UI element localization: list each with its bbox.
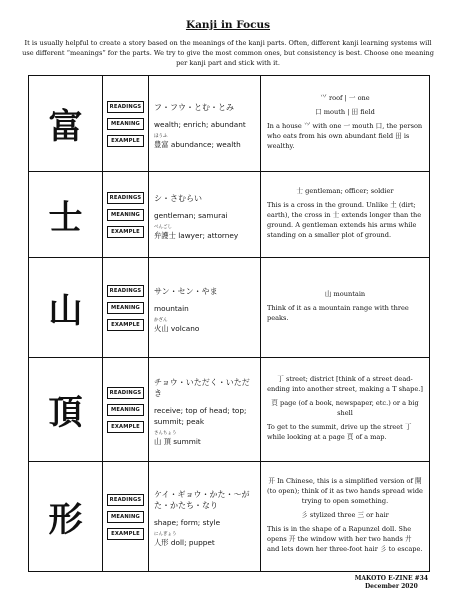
label-column	[103, 462, 149, 572]
readings-cell	[149, 358, 261, 462]
readings-cell	[149, 258, 261, 358]
example-text: 山 頂 summit	[154, 436, 201, 446]
meaning-label: MEANING	[107, 118, 144, 130]
label-column	[103, 76, 149, 172]
example-furigana: ほうふ	[154, 133, 168, 139]
meaning-text: mountain	[154, 303, 189, 313]
readings-label: READINGS	[107, 192, 144, 204]
meaning-text: wealth; enrich; abundant	[154, 119, 246, 129]
mnemonic-cell	[261, 172, 430, 258]
readings-label: READINGS	[107, 387, 144, 399]
note-line: To get to the summit, drive up the street 丁 while looking at a page 頁 of a map.	[267, 422, 412, 441]
intro-paragraph: It is usually helpful to create a story based on the meanings of the kanji parts. Often, different kanji learning systems will use different “meanings” for the parts. We try to give the most common ones, but consistency is best. Choose one meaning per kanji part and stick with it.	[22, 39, 434, 67]
note-line: 彡 stylized three 三 or hair	[301, 510, 389, 519]
example-text: 弁護士 lawyer; attorney	[154, 230, 239, 240]
meaning-label: MEANING	[107, 302, 144, 314]
label-column	[103, 172, 149, 258]
note-line: This is in the shape of a Rapunzel doll. She opens 开 the window with her two hands 廾 and lets down her three-foot hair 彡 to escape.	[267, 524, 423, 553]
kanji-row	[29, 462, 430, 572]
example-text: 人形 doll; puppet	[154, 538, 215, 547]
example-text: 火山 volcano	[154, 323, 200, 333]
example-label: EXAMPLE	[107, 528, 144, 540]
label-column	[103, 258, 149, 358]
kanji-character: 士	[29, 172, 103, 258]
example-label: EXAMPLE	[107, 226, 144, 238]
kanji-row	[29, 172, 430, 258]
note-line: 口 mouth | 田 field	[315, 107, 375, 116]
example-label: EXAMPLE	[107, 135, 144, 147]
readings-text: チョウ・いただく・いただき	[154, 377, 250, 398]
mnemonic-cell	[261, 258, 430, 358]
note-line: ⺍ roof | 一 one	[320, 93, 370, 102]
example-furigana: にんぎょう	[154, 532, 177, 537]
meaning-label: MEANING	[107, 209, 144, 221]
footer-issue: MAKOTO E-ZINE #34	[354, 575, 428, 582]
mnemonic-cell	[261, 358, 430, 462]
readings-text: フ・フウ・とむ・とみ	[154, 102, 234, 112]
kanji-character: 形	[29, 462, 103, 572]
footer	[355, 575, 428, 591]
kanji-character: 富	[29, 76, 103, 172]
note-line: 山 mountain	[324, 289, 366, 298]
readings-text: ケイ・ギョウ・かた・〜がた・かたち・なり	[154, 490, 250, 510]
label-column	[103, 358, 149, 462]
readings-text: サン・セン・やま	[154, 286, 218, 296]
kanji-character: 頂	[29, 358, 103, 462]
note-line: 丁 street; district [think of a street dead-ending into another street, making a T shape.]	[267, 374, 423, 393]
meaning-text: shape; form; style	[154, 518, 221, 527]
note-line: This is a cross in the ground. Unlike 土 (dirt; earth), the cross in 士 extends longer than the ground. A gentleman extends his arms while standing on a smaller plot of ground.	[267, 200, 422, 239]
example-label: EXAMPLE	[107, 421, 144, 433]
readings-text: シ・さむらい	[154, 193, 202, 203]
readings-label: READINGS	[107, 494, 144, 506]
example-text: 豊富 abundance; wealth	[154, 139, 241, 149]
readings-cell	[149, 172, 261, 258]
readings-cell	[149, 462, 261, 572]
note-line: In a house ⺍ with one 一 mouth 口, the person who eats from his own abundant field 田 is wealthy.	[267, 121, 423, 150]
kanji-row	[29, 358, 430, 462]
page-title: Kanji in Focus	[185, 19, 271, 31]
kanji-row	[29, 76, 430, 172]
note-line: 开 In Chinese, this is a simplified version of 開 (to open); think of it as two hands spread wide trying to open something.	[267, 476, 423, 505]
meaning-label: MEANING	[107, 404, 144, 416]
meaning-text: receive; top of head; top; summit; peak	[154, 405, 247, 426]
kanji-table	[28, 75, 430, 572]
kanji-character: 山	[29, 258, 103, 358]
example-furigana: かざん	[154, 317, 168, 323]
meaning-text: gentleman; samurai	[154, 210, 228, 220]
mnemonic-cell	[261, 76, 430, 172]
readings-label: READINGS	[107, 285, 144, 297]
example-label: EXAMPLE	[107, 319, 144, 331]
note-line: Think of it as a mountain range with three peaks.	[267, 303, 409, 322]
footer-date: December 2020	[364, 583, 418, 590]
kanji-row	[29, 258, 430, 358]
meaning-label: MEANING	[107, 511, 144, 523]
mnemonic-cell	[261, 462, 430, 572]
note-line: 頁 page (of a book, newspaper, etc.) or a big shell	[271, 398, 419, 417]
readings-label: READINGS	[107, 101, 144, 113]
readings-cell	[149, 76, 261, 172]
note-line: 士 gentleman; officer; soldier	[296, 186, 394, 195]
example-furigana: さんちょう	[154, 430, 177, 436]
example-furigana: べんごし	[154, 224, 172, 230]
